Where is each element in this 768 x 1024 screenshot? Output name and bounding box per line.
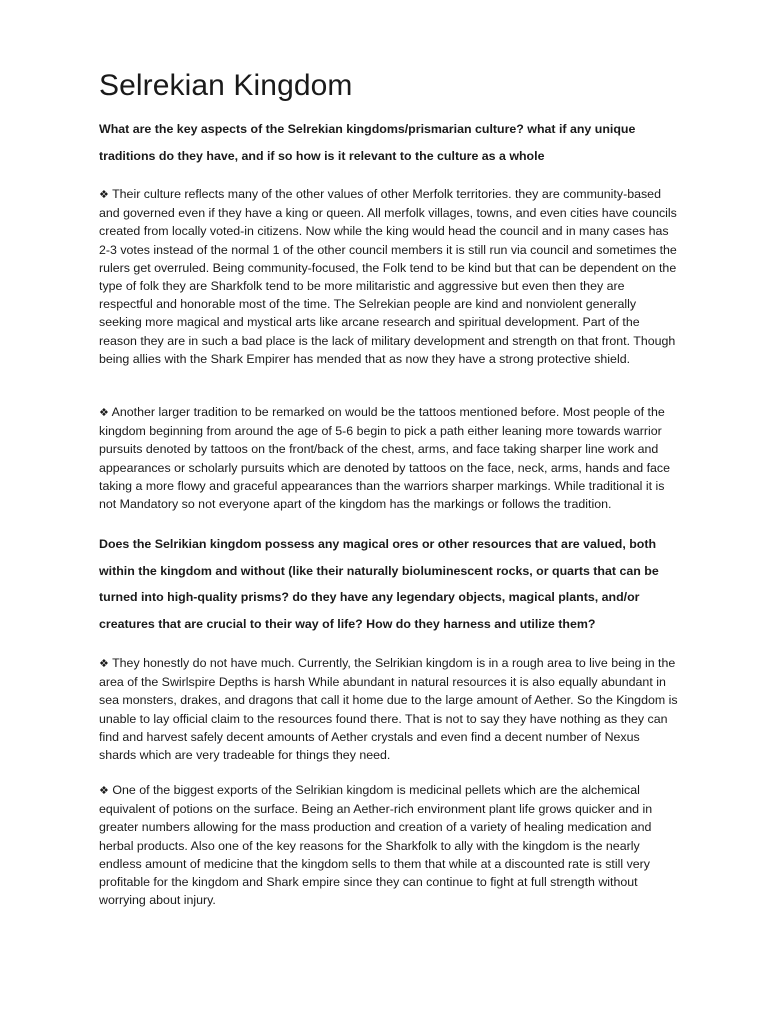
answer-paragraph-exports bbox=[99, 781, 679, 909]
bullet-icon: ❖ bbox=[99, 188, 109, 201]
paragraph-text: They honestly do not have much. Currently, the Selrikian kingdom is in a rough area to live being in the area of the Swirlspire Depths is harsh While abundant in natural resources it is also equally abundant in sea monsters, drakes, and dragons that call it home due to the large amount of Aether. So the Kingdom is unable to lay official claim to the resources found there. That is not to say they have nothing as they can find and harvest safely decent amounts of Aether crystals and even find a decent number of Nexus shards which are very tradeable for things they need. bbox=[99, 656, 678, 763]
bullet-icon: ❖ bbox=[99, 406, 109, 419]
bullet-icon: ❖ bbox=[99, 784, 109, 797]
answer-paragraph-governance bbox=[99, 185, 679, 368]
question-resources: Does the Selrikian kingdom possess any magical ores or other resources that are valued, both within the kingdom and without (like their naturally bioluminescent rocks, or quarts that can be turned into high-quality prisms? do they have any legendary objects, magical plants, and/or creatures that are crucial to their way of life? How do they harness and utilize them? bbox=[99, 537, 659, 631]
bullet-icon: ❖ bbox=[99, 657, 109, 670]
paragraph-text: Their culture reflects many of the other values of other Merfolk territories. they are community-based and governed even if they have a king or queen. All merfolk villages, towns, and even cities have councils created from locally voted-in citizens. Now while the king would head the council and in many cases has 2-3 votes instead of the normal 1 of the other council members it is still run via council and sometimes the rulers get overruled. Being community-focused, the Folk tend to be kind but that can be dependent on the type of folk they are Sharkfolk tend to be more militaristic and aggressive but even then they are respectful and honorable most of the time. The Selrekian people are kind and nonviolent generally seeking more magical and mystical arts like arcane research and spiritual development. Part of the reason they are in such a bad place is the lack of military development and strength on that front. Though being allies with the Shark Empirer has mended that as now they have a strong protective shield. bbox=[99, 187, 677, 366]
paragraph-text: One of the biggest exports of the Selrikian kingdom is medicinal pellets which are the alchemical equivalent of potions on the surface. Being an Aether-rich environment plant life grows quicker and in greater numbers allowing for the mass production and creation of a variety of healing medication and herbal products. Also one of the key reasons for the Sharkfolk to ally with the kingdom is the nearly endless amount of medicine that the kingdom sells to them that while at a discounted rate is still very profitable for the kingdom and Shark empire since they can continue to fight at full strength without worrying about injury. bbox=[99, 783, 653, 908]
question-culture: What are the key aspects of the Selrekian kingdoms/prismarian culture? what if any unique traditions do they have, and if so how is it relevant to the culture as a whole bbox=[99, 122, 636, 163]
answer-paragraph-resources bbox=[99, 654, 679, 764]
page-title: Selrekian Kingdom bbox=[99, 69, 353, 102]
answer-paragraph-tattoos bbox=[99, 403, 679, 513]
paragraph-text: Another larger tradition to be remarked on would be the tattoos mentioned before. Most people of the kingdom beginning from around the age of 5-6 begin to pick a path either leaning more towards warrior pursuits denoted by tattoos on the front/back of the chest, arms, and face taking sharper line work and appearances or scholarly pursuits which are denoted by tattoos on the face, neck, arms, hands and face taking a more flowy and graceful appearances than the warriors sharper markings. While traditional it is not Mandatory so not everyone apart of the kingdom has the markings or follows the tradition. bbox=[99, 405, 670, 512]
